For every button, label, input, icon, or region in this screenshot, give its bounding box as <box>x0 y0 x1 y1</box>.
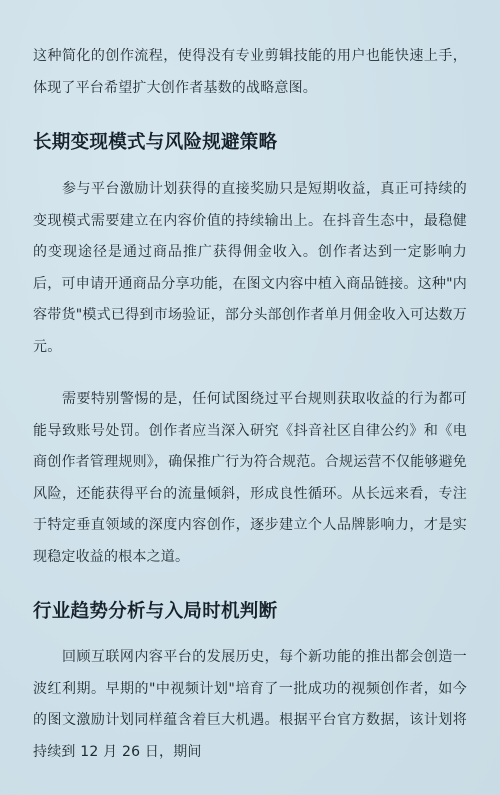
paragraph-intro-continuation: 这种简化的创作流程，使得没有专业剪辑技能的用户也能快速上手，体现了平台希望扩大创作者基数的战略意图。 <box>33 48 467 96</box>
paragraph-risk-warning: 需要特别警惕的是，任何试图绕过平台规则获取收益的行为都可能导致账号处罚。创作者应当深入研究《抖音社区自律公约》和《电商创作者管理规则》，确保推广行为符合规范。合规运营不仅能够避免风险，还能获得平台的流量倾斜，形成良性循环。从长远来看，专注于特定垂直领域的深度内容创作，逐步建立个人品牌影响力，才是实现稳定收益的根本之道。 <box>33 391 467 565</box>
section-heading-monetization: 长期变现模式与风险规避策略 <box>33 132 278 153</box>
section-heading-industry-trends: 行业趋势分析与入局时机判断 <box>33 601 278 622</box>
paragraph-industry-trends: 回顾互联网内容平台的发展历史，每个新功能的推出都会创造一波红利期。早期的"中视频计划"培育了一批成功的视频创作者，如今的图文激励计划同样蕴含着巨大机遇。根据平台官方数据，该计划将持续到 12 月 26 日，期间 <box>33 649 467 760</box>
paragraph-monetization: 参与平台激励计划获得的直接奖励只是短期收益，真正可持续的变现模式需要建立在内容价值的持续输出上。在抖音生态中，最稳健的变现途径是通过商品推广获得佣金收入。创作者达到一定影响力后，可申请开通商品分享功能，在图文内容中植入商品链接。这种"内容带货"模式已得到市场验证，部分头部创作者单月佣金收入可达数万元。 <box>33 181 467 355</box>
